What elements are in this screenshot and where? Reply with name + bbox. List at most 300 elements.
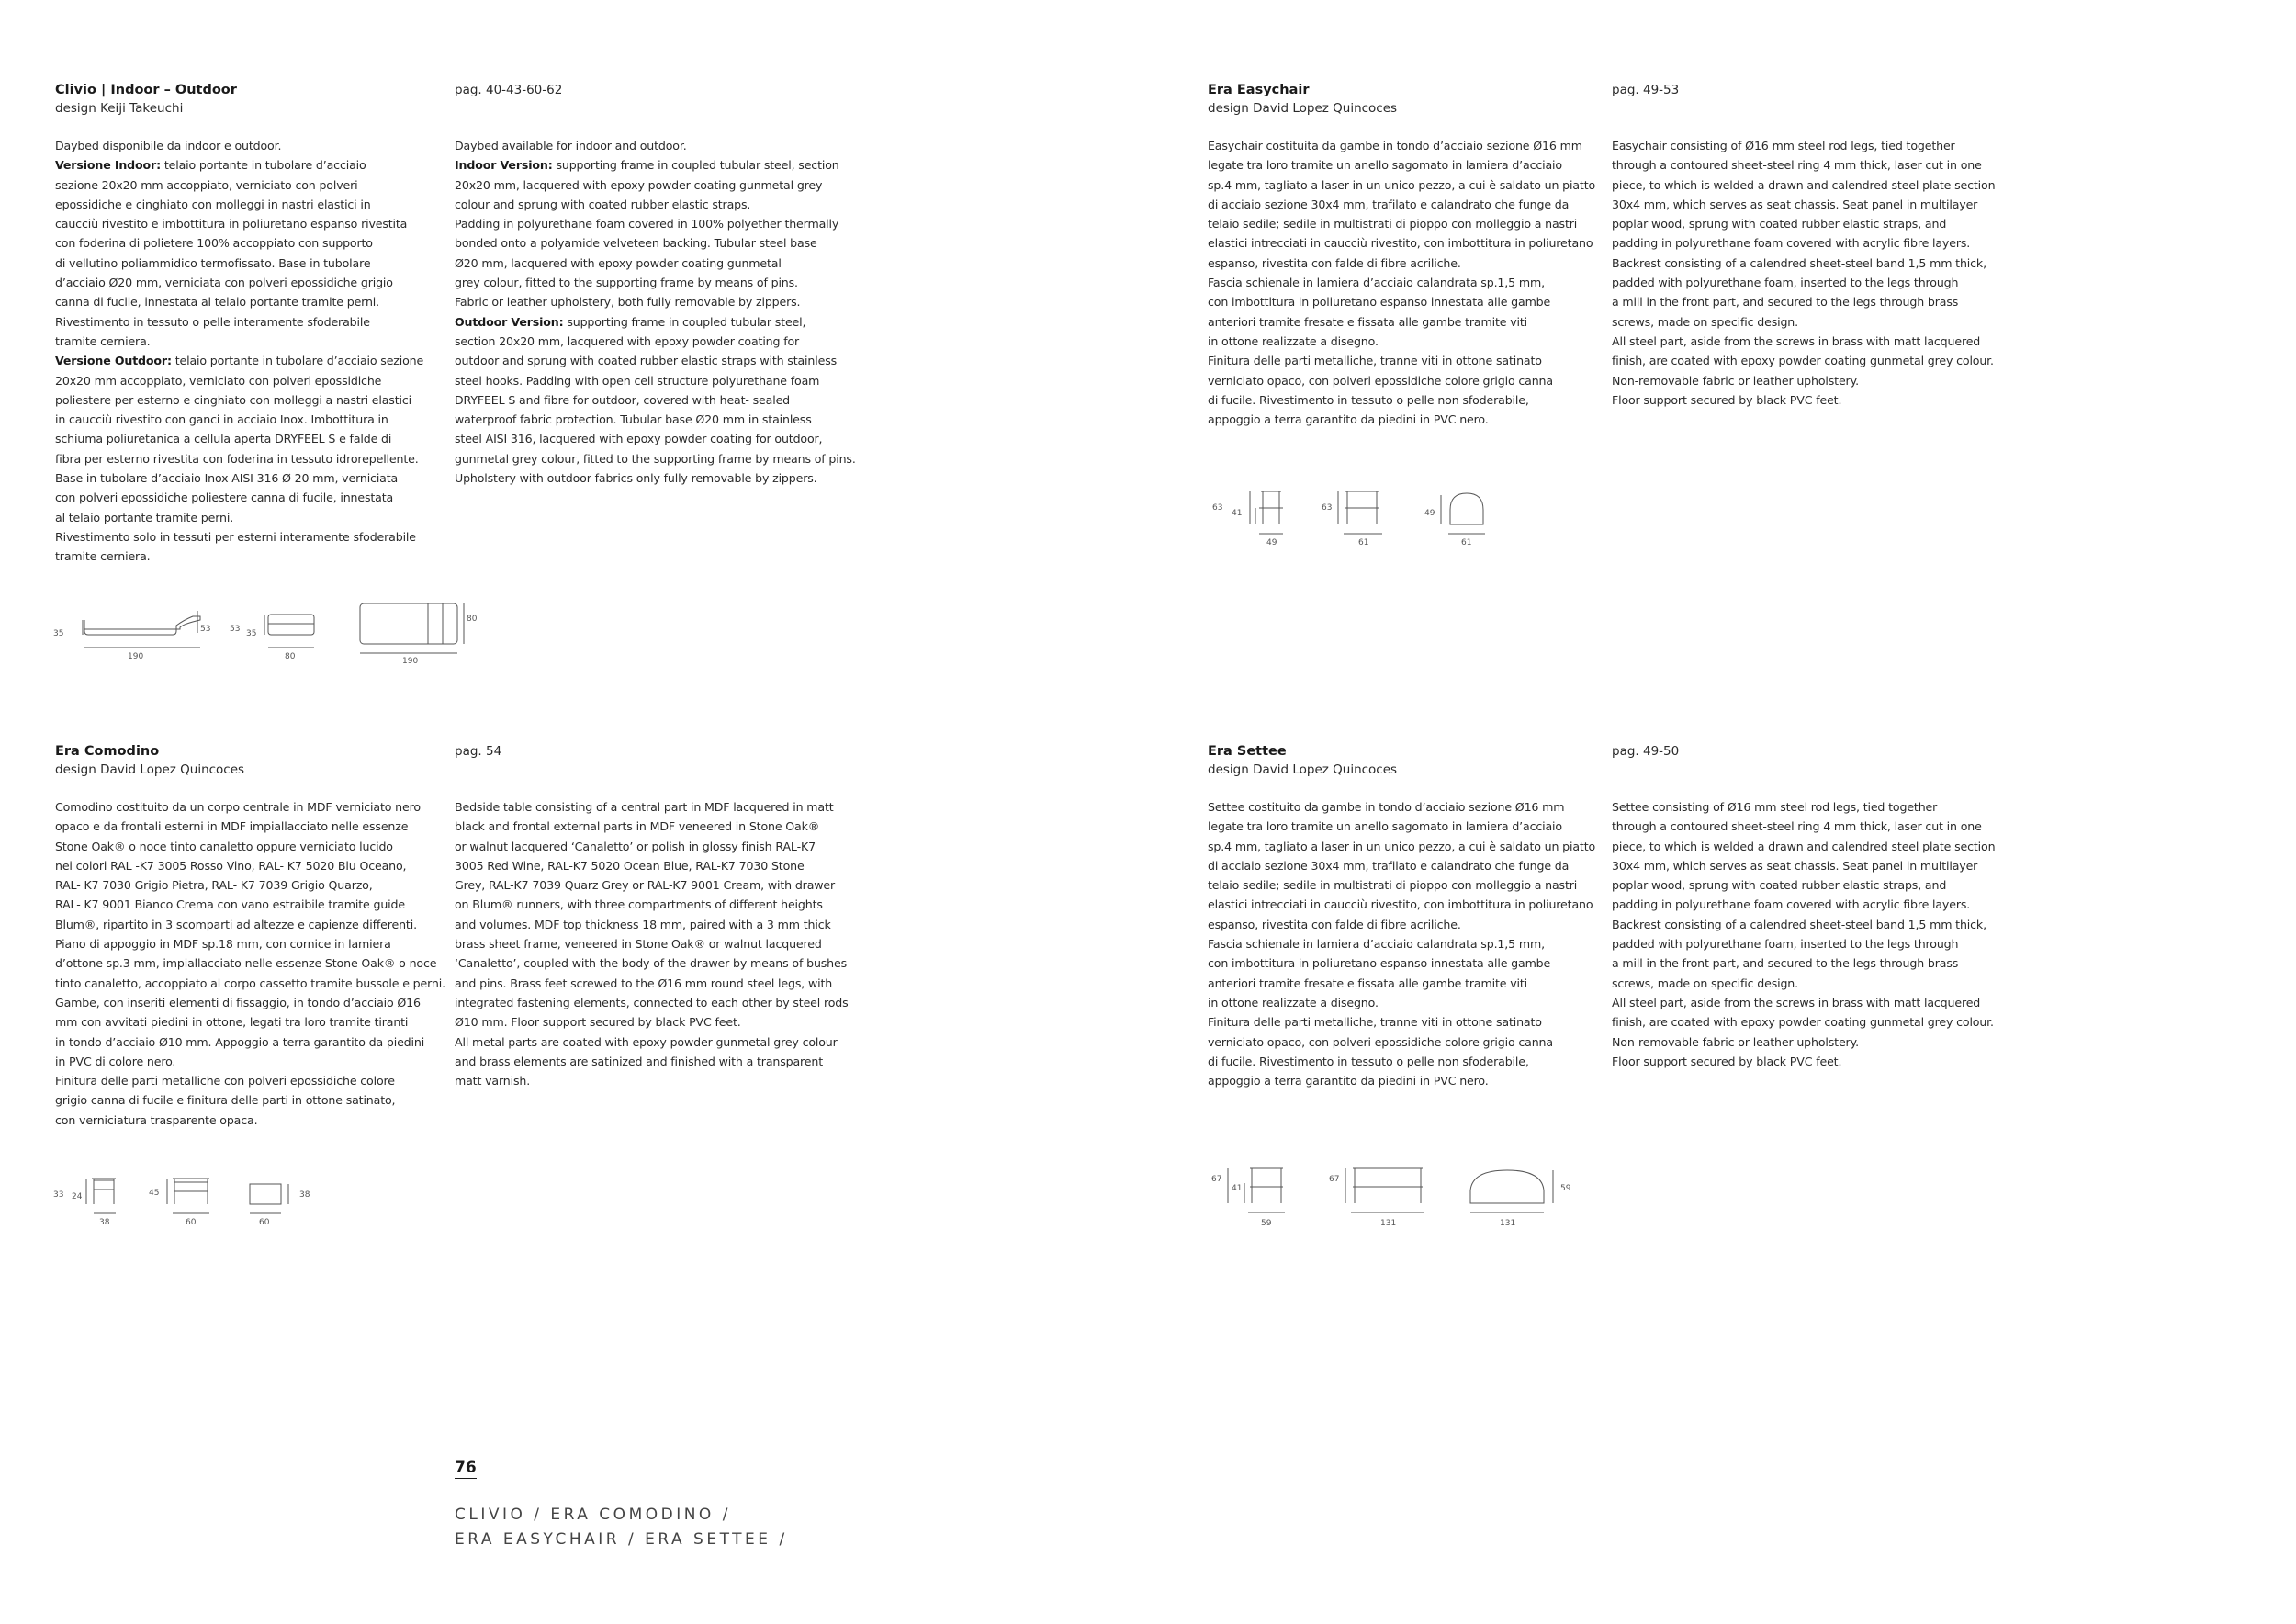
description-italian	[1208, 797, 1595, 1090]
text-line	[55, 1071, 445, 1090]
text-line	[55, 1052, 445, 1071]
page-section-title	[455, 1503, 788, 1552]
text-line	[1612, 993, 1995, 1012]
line-text: schiuma poliuretanica a cellula aperta DRYFEEL S e falde di	[55, 432, 392, 446]
line-text: di acciaio sezione 30x4 mm, trafilato e calandrato che funge da	[1208, 858, 1570, 873]
line-text: poplar wood, sprung with coated rubber elastic straps, and	[1612, 878, 1947, 893]
line-text: finish, are coated with epoxy powder coating gunmetal grey colour.	[1612, 354, 1994, 368]
dim-label: 63	[1212, 503, 1223, 513]
text-line	[55, 468, 423, 488]
line-text: screws, made on specific design.	[1612, 314, 1798, 329]
comodino-front-drawing	[167, 1179, 209, 1213]
text-line	[1208, 797, 1595, 817]
text-line	[55, 488, 423, 507]
text-line	[1612, 371, 1995, 390]
dim-label: 63	[1322, 503, 1333, 513]
text-line	[1612, 875, 1995, 895]
text-line	[1208, 974, 1595, 993]
line-text: Fascia schienale in lamiera d’acciaio calandrata sp.1,5 mm,	[1208, 276, 1545, 290]
line-text: bonded onto a polyamide velveteen backing. Tubular steel base	[455, 236, 817, 251]
text-line	[1612, 895, 1995, 914]
line-text: and pins. Brass feet screwed to the Ø16 mm round steel legs, with	[455, 976, 833, 990]
text-line	[455, 875, 849, 895]
dim-label: 190	[128, 652, 144, 661]
text-line	[1208, 915, 1595, 934]
page-reference: pag. 40-43-60-62	[455, 83, 563, 97]
text-line	[455, 410, 856, 429]
line-text: Settee costituito da gambe in tondo d’acciaio sezione Ø16 mm	[1208, 800, 1565, 814]
dim-label: 53	[230, 625, 241, 634]
text-line	[55, 390, 423, 410]
line-text: Gambe, con inseriti elementi di fissaggio, in tondo d’acciaio Ø16	[55, 995, 421, 1009]
product-designer: design Keiji Takeuchi	[55, 101, 184, 116]
text-line	[55, 136, 423, 155]
line-text: Ø10 mm. Floor support secured by black PVC feet.	[455, 1015, 741, 1030]
text-line	[55, 312, 423, 332]
line-text: espanso, rivestita con falde di fibre acriliche.	[1208, 255, 1461, 270]
line-text: in PVC di colore nero.	[55, 1054, 176, 1068]
line-text: Daybed disponibile da indoor e outdoor.	[55, 139, 282, 152]
text-line	[1612, 175, 1995, 195]
line-text: 20x20 mm, lacquered with epoxy powder coating gunmetal grey	[455, 177, 823, 192]
comodino-dimension-drawings	[46, 1171, 340, 1235]
line-text: Backrest consisting of a calendred sheet-steel band 1,5 mm thick,	[1612, 917, 1986, 931]
text-line	[55, 547, 423, 566]
line-text: telaio sedile; sedile in multistrati di pioppo con molleggio a nastri	[1208, 217, 1578, 231]
line-text: screws, made on specific design.	[1612, 976, 1798, 990]
line-text: steel hooks. Padding with open cell structure polyurethane foam	[455, 373, 820, 388]
line-text: Base in tubolare d’acciaio Inox AISI 316 Ø 20 mm, verniciata	[55, 471, 399, 486]
line-text: di acciaio sezione 30x4 mm, trafilato e calandrato che funge da	[1208, 197, 1570, 211]
text-line	[1208, 233, 1595, 253]
text-line	[55, 993, 445, 1012]
text-line	[55, 1032, 445, 1052]
line-text: sezione 20x20 mm accoppiato, verniciato con polveri	[55, 177, 358, 192]
bold-label: Outdoor Version:	[455, 314, 564, 329]
text-line	[1208, 410, 1595, 429]
line-text: epossidiche e cinghiato con molleggi in nastri elastici in	[55, 197, 371, 211]
line-text: tinto canaletto, accoppiato al corpo cassetto tramite bussole e perni.	[55, 976, 445, 990]
text-line	[1612, 351, 1995, 370]
line-text: section 20x20 mm, lacquered with epoxy powder coating for	[455, 333, 800, 348]
text-line	[455, 292, 856, 311]
text-line	[1208, 993, 1595, 1012]
product-title: Era Settee	[1208, 744, 1287, 759]
line-text: di vellutino poliammidico termofissato. Base in tubolare	[55, 255, 371, 270]
line-text: Finitura delle parti metalliche, tranne viti in ottone satinato	[1208, 1015, 1542, 1030]
line-text: verniciato opaco, con polveri epossidiche colore grigio canna	[1208, 373, 1553, 388]
text-line	[1612, 1052, 1995, 1071]
text-line	[55, 837, 445, 856]
product-title: Clivio | Indoor – Outdoor	[55, 83, 237, 97]
text-line	[1612, 292, 1995, 311]
line-text: opaco e da frontali esterni in MDF impiallacciato nelle essenze	[55, 819, 409, 834]
line-text: outdoor and sprung with coated rubber elastic straps with stainless	[455, 354, 838, 368]
line-text: Fascia schienale in lamiera d’acciaio calandrata sp.1,5 mm,	[1208, 937, 1545, 952]
text-line	[455, 468, 856, 488]
text-line	[1208, 856, 1595, 875]
line-text: a mill in the front part, and secured to the legs through brass	[1612, 956, 1959, 971]
line-text: appoggio a terra garantito da piedini in PVC nero.	[1208, 1074, 1489, 1088]
text-line	[1208, 273, 1595, 292]
text-line	[455, 934, 849, 953]
text-line	[455, 136, 856, 155]
page-reference: pag. 49-53	[1612, 83, 1680, 97]
line-text: Rivestimento solo in tessuti per esterni interamente sfoderabile	[55, 529, 416, 544]
text-line	[55, 974, 445, 993]
line-text: Comodino costituito da un corpo centrale in MDF verniciato nero	[55, 800, 421, 814]
line-text: colour and sprung with coated rubber elastic straps.	[455, 197, 751, 211]
text-line	[455, 175, 856, 195]
daybed-front-drawing	[264, 615, 314, 648]
line-text: in ottone realizzate a disegno.	[1208, 995, 1379, 1009]
line-text: brass sheet frame, veneered in Stone Oak® or walnut lacquered	[455, 937, 822, 952]
product-designer: design David Lopez Quincoces	[1208, 762, 1398, 777]
product-era-settee-english	[1612, 742, 1995, 1071]
dim-label: 131	[1500, 1219, 1516, 1228]
text-line	[1612, 136, 1995, 155]
section-title-line: CLIVIO / ERA COMODINO /	[455, 1506, 731, 1524]
text-line	[455, 214, 856, 233]
text-line	[55, 273, 423, 292]
dim-label: 60	[186, 1218, 197, 1227]
line-text: Finitura delle parti metalliche con polveri epossidiche colore	[55, 1074, 395, 1088]
line-text: through a contoured sheet-steel ring 4 mm thick, laser cut in one	[1612, 158, 1982, 173]
easychair-top-drawing	[1441, 493, 1485, 534]
page-reference: pag. 54	[455, 744, 502, 759]
text-line	[1612, 254, 1995, 273]
text-line	[455, 429, 856, 448]
text-line	[1612, 856, 1995, 875]
text-line	[1208, 292, 1595, 311]
text-line	[1612, 273, 1995, 292]
line-text: Padding in polyurethane foam covered in 100% polyether thermally	[455, 217, 839, 231]
text-line	[55, 527, 423, 547]
text-line	[1208, 1071, 1595, 1090]
text-line	[55, 292, 423, 311]
text-line	[1208, 155, 1595, 175]
text-line	[55, 254, 423, 273]
line-text: and brass elements are satinized and finished with a transparent	[455, 1054, 824, 1068]
line-text: d’ottone sp.3 mm, impiallacciato nelle essenze Stone Oak® o noce	[55, 956, 437, 971]
text-line	[55, 915, 445, 934]
line-text: con foderina di polietere 100% accoppiato con supporto	[55, 236, 373, 251]
settee-dimension-drawings	[1208, 1159, 1593, 1233]
line-text: integrated fastening elements, connected to each other by steel rods	[455, 995, 849, 1009]
page-number: 76	[455, 1459, 477, 1477]
text-line	[1612, 953, 1995, 973]
text-line	[55, 233, 423, 253]
dim-label: 53	[200, 625, 211, 634]
line-text: Daybed available for indoor and outdoor.	[455, 139, 687, 152]
text-line	[1612, 837, 1995, 856]
text-line	[1612, 1012, 1995, 1032]
line-text: on Blum® runners, with three compartments of different heights	[455, 897, 823, 912]
line-text: supporting frame in coupled tubular steel, section	[552, 158, 839, 173]
daybed-top-drawing	[360, 603, 464, 653]
line-text: anteriori tramite fresate e fissata alle gambe tramite viti	[1208, 314, 1527, 329]
line-text: fibra per esterno rivestita con foderina in tessuto idrorepellente.	[55, 451, 419, 466]
text-line	[55, 410, 423, 429]
text-line	[55, 875, 445, 895]
line-text: con polveri epossidiche poliestere canna di fucile, innestata	[55, 491, 394, 505]
description-italian	[55, 797, 445, 1130]
line-text: matt varnish.	[455, 1074, 531, 1088]
line-text: legate tra loro tramite un anello sagomato in lamiera d’acciaio	[1208, 819, 1562, 834]
line-text: padded with polyurethane foam, inserted to the legs through	[1612, 937, 1959, 952]
comodino-top-drawing	[250, 1184, 288, 1213]
text-line	[1612, 934, 1995, 953]
text-line	[55, 1090, 445, 1110]
line-text: Non-removable fabric or leather upholstery.	[1612, 1034, 1859, 1049]
line-text: in caucciù rivestito con ganci in acciaio Inox. Imbottitura in	[55, 412, 388, 427]
dim-label: 35	[246, 629, 257, 638]
text-line	[55, 817, 445, 836]
line-text: Floor support secured by black PVC feet.	[1612, 1054, 1842, 1068]
text-line	[1208, 214, 1595, 233]
text-line	[1208, 1032, 1595, 1052]
line-text: 3005 Red Wine, RAL-K7 5020 Ocean Blue, RAL-K7 7030 Stone	[455, 858, 805, 873]
text-line	[1612, 155, 1995, 175]
text-line	[1208, 953, 1595, 973]
text-line	[1208, 312, 1595, 332]
text-line	[55, 155, 423, 175]
text-line	[55, 332, 423, 351]
text-line	[455, 1012, 849, 1032]
text-line	[55, 508, 423, 527]
line-text: RAL- K7 9001 Bianco Crema con vano estraibile tramite guide	[55, 897, 405, 912]
line-text: 20x20 mm accoppiato, verniciato con polveri epossidiche	[55, 373, 382, 388]
line-text: tramite cerniera.	[55, 333, 151, 348]
product-title: Era Comodino	[55, 744, 160, 759]
dim-label: 131	[1380, 1219, 1397, 1228]
text-line	[455, 312, 856, 332]
text-line	[1208, 875, 1595, 895]
line-text: con imbottitura in poliuretano espanso innestata alle gambe	[1208, 956, 1551, 971]
text-line	[1208, 136, 1595, 155]
text-line	[1612, 390, 1995, 410]
dim-label: 49	[1424, 509, 1435, 518]
text-line	[1612, 974, 1995, 993]
text-line	[455, 273, 856, 292]
line-text: grigio canna di fucile e finitura delle parti in ottone satinato,	[55, 1093, 396, 1108]
settee-front-drawing	[1345, 1168, 1424, 1212]
text-line	[1208, 254, 1595, 273]
line-text: canna di fucile, innestata al telaio portante tramite perni.	[55, 295, 380, 310]
dim-label: 45	[149, 1189, 160, 1198]
dim-label: 33	[53, 1190, 64, 1200]
line-text: elastici intrecciati in caucciù rivestito, con imbottitura in poliuretano	[1208, 897, 1593, 912]
line-text: sp.4 mm, tagliato a laser in un unico pezzo, a cui è saldato un piatto	[1208, 839, 1596, 853]
line-text: caucciù rivestito e imbottitura in poliuretano espanso rivestita	[55, 217, 408, 231]
line-text: Easychair costituita da gambe in tondo d’acciaio sezione Ø16 mm	[1208, 139, 1582, 152]
line-text: waterproof fabric protection. Tubular base Ø20 mm in stainless	[455, 412, 812, 427]
text-line	[455, 1032, 849, 1052]
text-line	[1612, 195, 1995, 214]
line-text: di fucile. Rivestimento in tessuto o pelle non sfoderabile,	[1208, 1054, 1529, 1068]
product-clivio	[55, 81, 423, 567]
line-text: in ottone realizzate a disegno.	[1208, 333, 1379, 348]
text-line	[455, 155, 856, 175]
text-line	[455, 233, 856, 253]
text-line	[455, 195, 856, 214]
dim-label: 41	[1232, 1184, 1243, 1193]
bold-label: Indoor Version:	[455, 158, 553, 173]
bold-label: Versione Outdoor:	[55, 354, 172, 368]
line-text: and volumes. MDF top thickness 18 mm, paired with a 3 mm thick	[455, 917, 831, 931]
line-text: Floor support secured by black PVC feet.	[1612, 392, 1842, 407]
line-text: grey colour, fitted to the supporting frame by means of pins.	[455, 276, 798, 290]
line-text: 30x4 mm, which serves as seat chassis. Seat panel in multilayer	[1612, 197, 1978, 211]
product-designer: design David Lopez Quincoces	[55, 762, 245, 777]
line-text: espanso, rivestita con falde di fibre acriliche.	[1208, 917, 1461, 931]
dim-label: 35	[53, 629, 64, 638]
text-line	[1208, 817, 1595, 836]
text-line	[55, 371, 423, 390]
text-line	[1208, 332, 1595, 351]
line-text: Easychair consisting of Ø16 mm steel rod legs, tied together	[1612, 139, 1955, 152]
easychair-dimension-drawings	[1208, 482, 1502, 556]
text-line	[455, 915, 849, 934]
line-text: di fucile. Rivestimento in tessuto o pelle non sfoderabile,	[1208, 392, 1529, 407]
line-text: legate tra loro tramite un anello sagomato in lamiera d’acciaio	[1208, 158, 1562, 173]
line-text: telaio sedile; sedile in multistrati di pioppo con molleggio a nastri	[1208, 878, 1578, 893]
product-era-settee	[1208, 742, 1595, 1090]
line-text: d’acciaio Ø20 mm, verniciata con polveri epossidiche grigio	[55, 276, 393, 290]
text-line	[455, 797, 849, 817]
product-era-comodino-english	[455, 742, 849, 1090]
line-text: ‘Canaletto’, coupled with the body of the drawer by means of bushes	[455, 956, 848, 971]
line-text: sp.4 mm, tagliato a laser in un unico pezzo, a cui è saldato un piatto	[1208, 177, 1596, 192]
dim-label: 190	[402, 657, 419, 666]
text-line	[55, 175, 423, 195]
line-text: or walnut lacquered ‘Canaletto’ or polish in glossy finish RAL-K7	[455, 839, 816, 853]
line-text: Upholstery with outdoor fabrics only fully removable by zippers.	[455, 471, 817, 486]
line-text: nei colori RAL -K7 3005 Rosso Vino, RAL- K7 5020 Blu Oceano,	[55, 858, 407, 873]
description-english	[455, 136, 856, 488]
product-clivio-english	[455, 81, 856, 488]
line-text: finish, are coated with epoxy powder coating gunmetal grey colour.	[1612, 1015, 1994, 1030]
page-reference: pag. 49-50	[1612, 744, 1680, 759]
text-line	[1612, 1032, 1995, 1052]
text-line	[55, 214, 423, 233]
line-text: Grey, RAL-K7 7039 Quarz Grey or RAL-K7 9001 Cream, with drawer	[455, 878, 836, 893]
easychair-front-drawing	[1338, 491, 1382, 534]
text-line	[1208, 934, 1595, 953]
text-line	[1208, 1052, 1595, 1071]
product-designer: design David Lopez Quincoces	[1208, 101, 1398, 116]
line-text: verniciato opaco, con polveri epossidiche colore grigio canna	[1208, 1034, 1553, 1049]
text-line	[55, 856, 445, 875]
description-italian	[1208, 136, 1595, 429]
text-line	[455, 837, 849, 856]
text-line	[55, 1111, 445, 1130]
text-line	[1208, 351, 1595, 370]
text-line	[455, 254, 856, 273]
description-english	[1612, 136, 1995, 410]
dim-label: 59	[1261, 1219, 1272, 1228]
text-line	[55, 351, 423, 370]
line-text: All metal parts are coated with epoxy powder gunmetal grey colour	[455, 1034, 838, 1049]
line-text: tramite cerniera.	[55, 549, 151, 564]
product-era-easychair-english	[1612, 81, 1995, 410]
text-line	[1612, 214, 1995, 233]
line-text: Bedside table consisting of a central part in MDF lacquered in matt	[455, 800, 834, 814]
text-line	[455, 371, 856, 390]
description-italian	[55, 136, 423, 567]
text-line	[455, 895, 849, 914]
line-text: anteriori tramite fresate e fissata alle gambe tramite viti	[1208, 976, 1527, 990]
text-line	[55, 895, 445, 914]
line-text: Backrest consisting of a calendred sheet-steel band 1,5 mm thick,	[1612, 255, 1986, 270]
dim-label: 67	[1211, 1175, 1222, 1184]
text-line	[1612, 797, 1995, 817]
text-line	[455, 449, 856, 468]
dim-label: 80	[285, 652, 296, 661]
text-line	[1612, 233, 1995, 253]
line-text: telaio portante in tubolare d’acciaio sezione	[171, 354, 424, 368]
line-text: piece, to which is welded a drawn and calendred steel plate section	[1612, 177, 1996, 192]
line-text: appoggio a terra garantito da piedini in PVC nero.	[1208, 412, 1489, 427]
line-text: piece, to which is welded a drawn and calendred steel plate section	[1612, 839, 1996, 853]
section-title-line: ERA EASYCHAIR / ERA SETTEE /	[455, 1530, 788, 1549]
easychair-side-drawing	[1250, 491, 1283, 534]
line-text: All steel part, aside from the screws in brass with matt lacquered	[1612, 333, 1981, 348]
line-text: a mill in the front part, and secured to the legs through brass	[1612, 295, 1959, 310]
description-english	[1612, 797, 1995, 1071]
product-title: Era Easychair	[1208, 83, 1310, 97]
text-line	[1208, 195, 1595, 214]
text-line	[1208, 175, 1595, 195]
text-line	[1208, 1012, 1595, 1032]
description-english	[455, 797, 849, 1090]
line-text: Finitura delle parti metalliche, tranne viti in ottone satinato	[1208, 354, 1542, 368]
line-text: con verniciatura trasparente opaca.	[55, 1112, 258, 1127]
line-text: steel AISI 316, lacquered with epoxy powder coating for outdoor,	[455, 432, 823, 446]
line-text: poplar wood, sprung with coated rubber elastic straps, and	[1612, 217, 1947, 231]
line-text: Fabric or leather upholstery, both fully removable by zippers.	[455, 295, 801, 310]
text-line	[455, 993, 849, 1012]
text-line	[455, 953, 849, 973]
page-number-block	[455, 1459, 477, 1477]
line-text: supporting frame in coupled tubular steel,	[563, 314, 806, 329]
text-line	[55, 934, 445, 953]
line-text: gunmetal grey colour, fitted to the supporting frame by means of pins.	[455, 451, 856, 466]
line-text: black and frontal external parts in MDF veneered in Stone Oak®	[455, 819, 820, 834]
text-line	[55, 1012, 445, 1032]
daybed-side-drawing	[83, 611, 200, 648]
line-text: Settee consisting of Ø16 mm steel rod legs, tied together	[1612, 800, 1938, 814]
line-text: padded with polyurethane foam, inserted to the legs through	[1612, 276, 1959, 290]
product-era-easychair	[1208, 81, 1595, 429]
line-text: Blum®, ripartito in 3 scomparti ad altezze e capienze differenti.	[55, 917, 417, 931]
line-text: RAL- K7 7030 Grigio Pietra, RAL- K7 7039 Grigio Quarzo,	[55, 878, 373, 893]
dim-label: 61	[1461, 538, 1472, 547]
bold-label: Versione Indoor:	[55, 158, 161, 173]
line-text: 30x4 mm, which serves as seat chassis. Seat panel in multilayer	[1612, 858, 1978, 873]
text-line	[1208, 390, 1595, 410]
text-line	[1612, 915, 1995, 934]
text-line	[455, 351, 856, 370]
text-line	[455, 974, 849, 993]
line-text: Stone Oak® o noce tinto canaletto oppure verniciato lucido	[55, 839, 393, 853]
text-line	[455, 390, 856, 410]
dim-label: 61	[1358, 538, 1369, 547]
dim-label: 38	[99, 1218, 110, 1227]
line-text: padding in polyurethane foam covered with acrylic fibre layers.	[1612, 897, 1971, 912]
line-text: All steel part, aside from the screws in brass with matt lacquered	[1612, 995, 1981, 1009]
text-line	[455, 1071, 849, 1090]
